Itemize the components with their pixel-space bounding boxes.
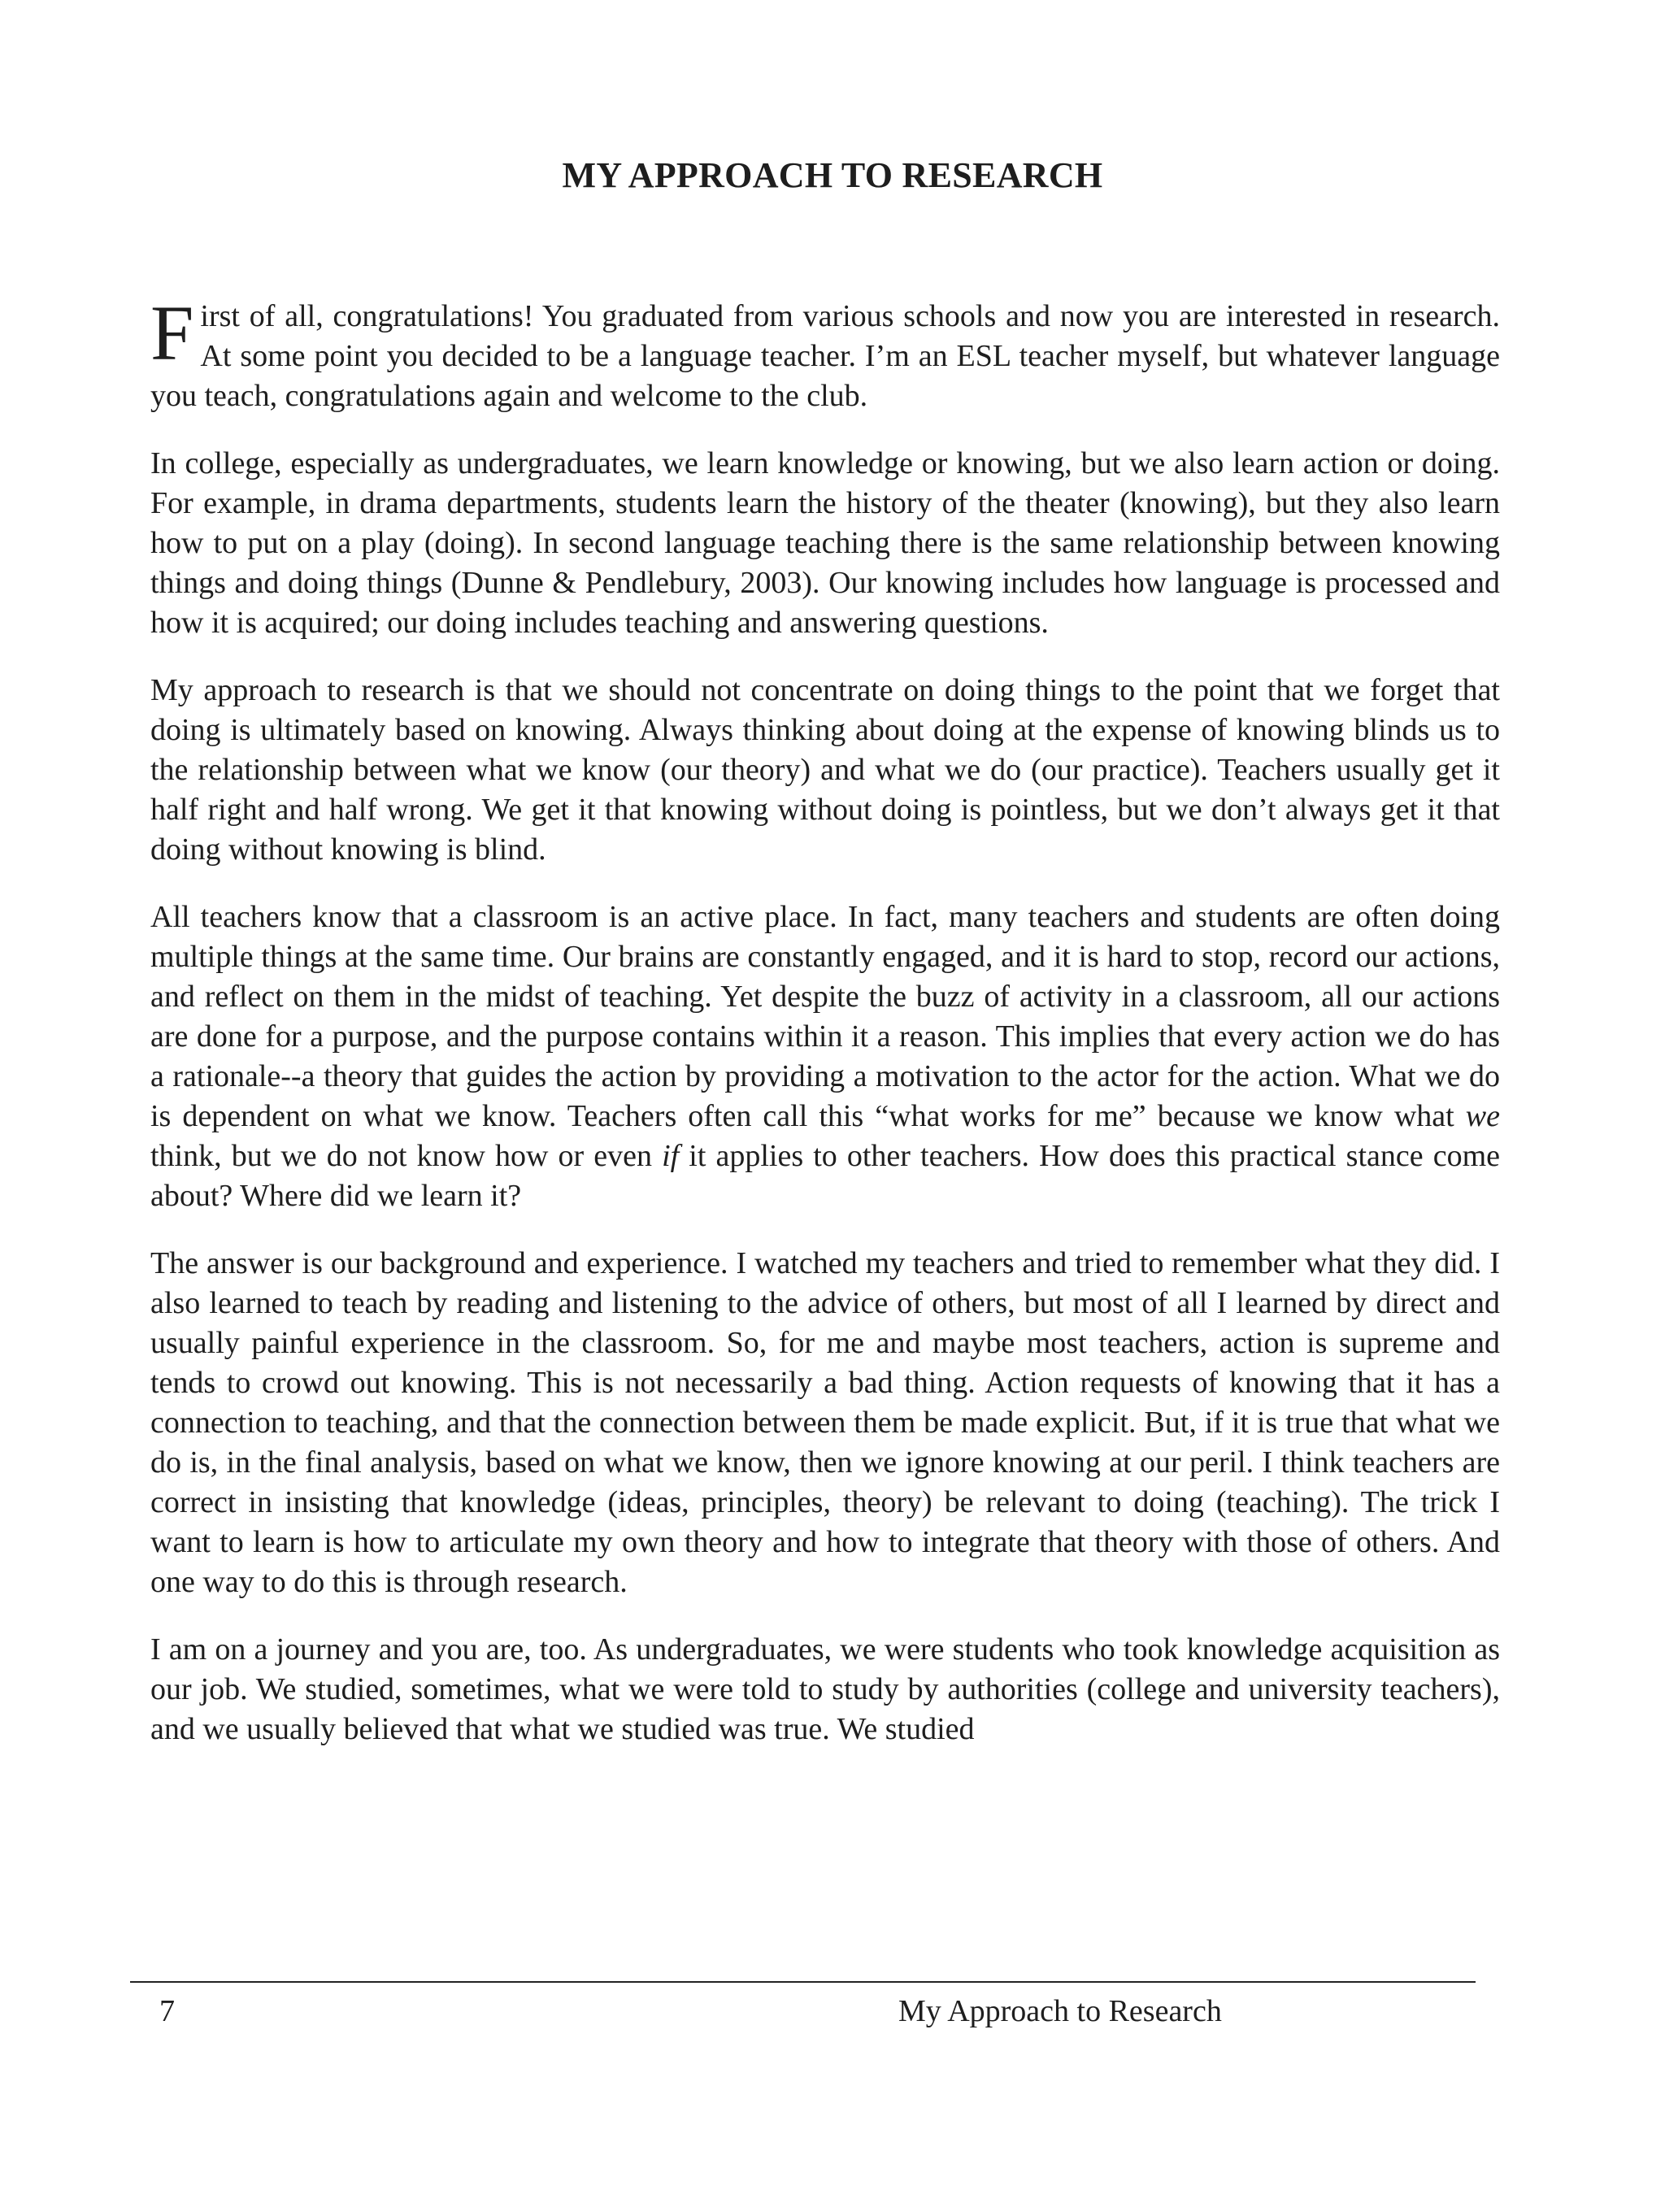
- paragraph-6: I am on a journey and you are, too. As undergraduates, we were students who took knowledge acquisition as our job. We studied, sometimes, what we were told to study by authorities (college and university teachers), and we usually believed that what we studied was true. We studied: [150, 1632, 1500, 1746]
- footer-rule: [130, 1981, 1476, 1983]
- paragraph-4-text-b: think, but we do not know how or even: [150, 1139, 663, 1173]
- page-number: 7: [159, 1994, 175, 2028]
- page-title: MY APPROACH TO RESEARCH: [562, 155, 1103, 195]
- paragraph-3: My approach to research is that we should not concentrate on doing things to the point that we forget that doing is ultimately based on knowing. Always thinking about doing at the expense of knowing blinds us to the relationship between what we know (our theory) and what we do (our practice). Teachers usually get it half right and half wrong. We get it that knowing without doing is pointless, but we don’t always get it that doing without knowing is blind.: [150, 673, 1500, 867]
- emphasis-if: if: [662, 1139, 680, 1173]
- emphasis-we: we: [1465, 1099, 1500, 1133]
- body-text: [150, 289, 1500, 1777]
- paragraph-5: The answer is our background and experience. I watched my teachers and tried to remember what they did. I also learned to teach by reading and listening to the advice of others, but most of all I learned by direct and usually painful experience in the classroom. So, for me and maybe most teachers, action is supreme and tends to crowd out knowing. This is not necessarily a bad thing. Action requests of knowing that it has a connection to teaching, and that the connection between them be made explicit. But, if it is true that what we do is, in the final analysis, based on what we know, then we ignore knowing at our peril. I think teachers are correct in insisting that knowledge (ideas, principles, theory) be relevant to doing (teaching). The trick I want to learn is how to articulate my own theory and how to integrate that theory with those of others. And one way to do this is through research.: [150, 1246, 1500, 1599]
- drop-cap: F: [150, 289, 194, 376]
- paragraph-4: [150, 897, 1500, 1216]
- paragraph-1: [150, 289, 1500, 416]
- paragraph-1-text: irst of all, congratulations! You graduated from various schools and now you are interested in research. At some point you decided to be a language teacher. I’m an ESL teacher myself, but whatever language you teach, congratulations again and welcome to the club.: [150, 299, 1500, 413]
- running-head: My Approach to Research: [898, 1994, 1222, 2028]
- paragraph-4-text-c: it applies to other teachers. How does this practical stance come about? Where did we learn it?: [150, 1139, 1500, 1213]
- paragraph-2: In college, especially as undergraduates, we learn knowledge or knowing, but we also learn action or doing. For example, in drama departments, students learn the history of the theater (knowing), but they also learn how to put on a play (doing). In second language teaching there is the same relationship between knowing things and doing things (Dunne & Pendlebury, 2003). Our knowing includes how language is processed and how it is acquired; our doing includes teaching and answering questions.: [150, 446, 1500, 640]
- paragraph-4-text-a: All teachers know that a classroom is an active place. In fact, many teachers and students are often doing multiple things at the same time. Our brains are constantly engaged, and it is hard to stop, record our actions, and reflect on them in the midst of teaching. Yet despite the buzz of activity in a classroom, all our actions are done for a purpose, and the purpose contains within it a reason. This implies that every action we do has a rationale--a theory that guides the action by providing a motivation to the actor for the action. What we do is dependent on what we know. Teachers often call this “what works for me” because we know what: [150, 900, 1500, 1133]
